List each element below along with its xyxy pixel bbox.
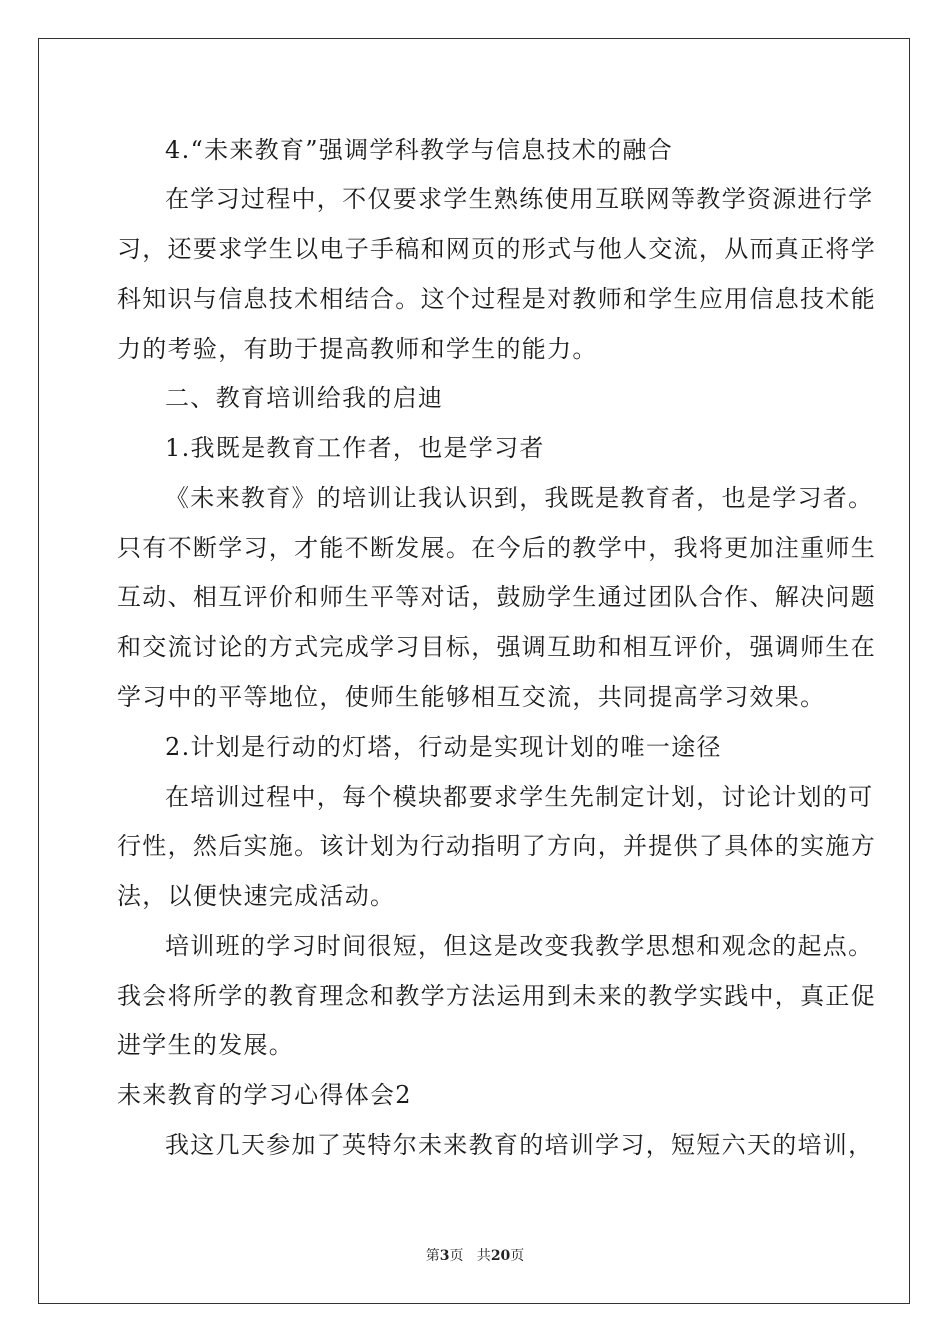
paragraph-line: 我会将所学的教育理念和教学方法运用到未来的教学实践中，真正促 bbox=[117, 982, 876, 1010]
paragraph-line: 和交流讨论的方式完成学习目标，强调互助和相互评价，强调师生在 bbox=[117, 633, 876, 661]
page-number: 3 bbox=[439, 1248, 450, 1264]
paragraph-line: 只有不断学习，才能不断发展。在今后的教学中，我将更加注重师生 bbox=[117, 534, 876, 562]
page-footer bbox=[0, 1247, 950, 1265]
paragraph-line: 在培训过程中，每个模块都要求学生先制定计划，讨论计划的可 bbox=[165, 783, 874, 811]
paragraph-line: 《未来教育》的培训让我认识到，我既是教育者，也是学习者。 bbox=[165, 484, 874, 512]
paragraph-line: 学习中的平等地位，使师生能够相互交流，共同提高学习效果。 bbox=[117, 683, 826, 711]
total-suffix: 页 bbox=[510, 1248, 525, 1264]
paragraph-line: 互动、相互评价和师生平等对话，鼓励学生通过团队合作、解决问题 bbox=[117, 583, 876, 611]
paragraph-line: 习，还要求学生以电子手稿和网页的形式与他人交流，从而真正将学 bbox=[117, 235, 876, 263]
page-prefix: 第 bbox=[425, 1248, 440, 1264]
page-suffix: 页 bbox=[449, 1248, 464, 1264]
page-border bbox=[38, 38, 910, 1304]
section-heading: 4.“未来教育”强调学科教学与信息技术的融合 bbox=[165, 136, 674, 164]
total-pages: 20 bbox=[490, 1248, 511, 1264]
paragraph-line: 科知识与信息技术相结合。这个过程是对教师和学生应用信息技术能 bbox=[117, 285, 876, 313]
section-heading: 二、教育培训给我的启迪 bbox=[165, 384, 444, 412]
paragraph-line: 力的考验，有助于提高教师和学生的能力。 bbox=[117, 335, 598, 363]
article-title: 未来教育的学习心得体会2 bbox=[117, 1081, 412, 1109]
total-prefix: 共 bbox=[476, 1248, 491, 1264]
paragraph-line: 我这几天参加了英特尔未来教育的培训学习，短短六天的培训， bbox=[165, 1131, 874, 1159]
subsection-heading: 1.我既是教育工作者，也是学习者 bbox=[165, 434, 545, 462]
subsection-heading: 2.计划是行动的灯塔，行动是实现计划的唯一途径 bbox=[165, 733, 722, 761]
paragraph-line: 进学生的发展。 bbox=[117, 1031, 295, 1059]
paragraph-line: 培训班的学习时间很短，但这是改变我教学思想和观念的起点。 bbox=[165, 932, 874, 960]
paragraph-line: 行性，然后实施。该计划为行动指明了方向，并提供了具体的实施方 bbox=[117, 832, 876, 860]
paragraph-line: 在学习过程中，不仅要求学生熟练使用互联网等教学资源进行学 bbox=[165, 185, 874, 213]
paragraph-line: 法，以便快速完成活动。 bbox=[117, 882, 396, 910]
